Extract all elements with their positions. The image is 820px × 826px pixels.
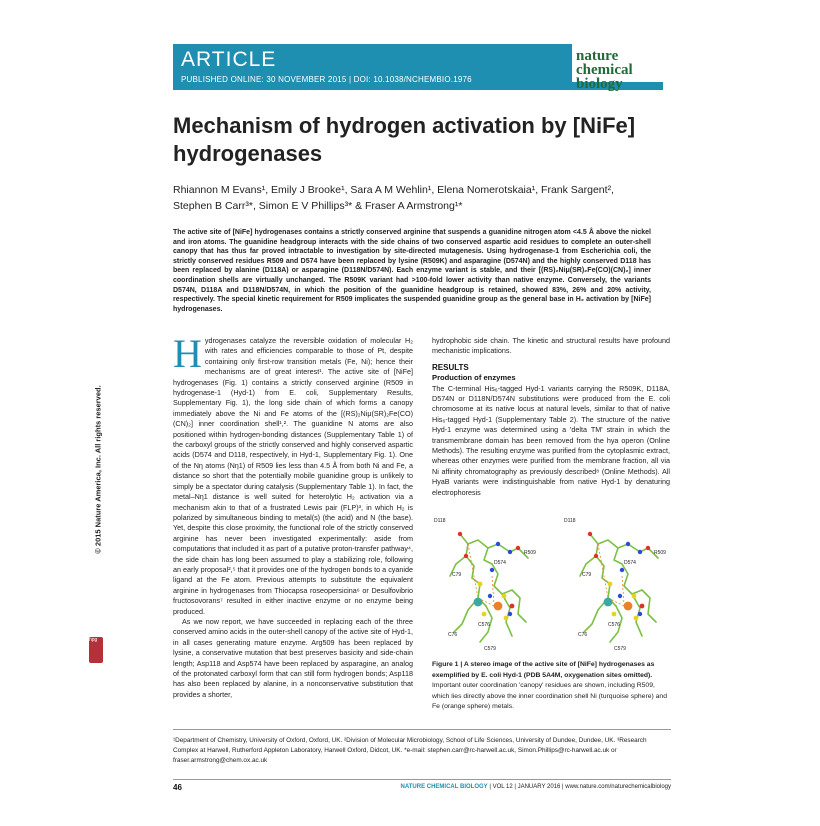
atom-sulfur bbox=[608, 582, 613, 587]
page-number: 46 bbox=[173, 783, 182, 792]
drop-cap: H bbox=[173, 331, 202, 376]
npg-logo-text: npg bbox=[89, 637, 98, 643]
atom-oxygen bbox=[594, 554, 598, 558]
figure-label: C76 bbox=[448, 632, 458, 638]
body-paragraph: The C-terminal His₆-tagged Hyd-1 variants carrying the R509K, D118A, D574N or D118N/D574N substitutions were produced from the E. coli chromosome at its native locus at natural levels, similar to that of native His₆-tagged Hyd-1 (Supplementary Table 2). The structure of the native Hyd-1 enzyme was determined using a 'delta TM' strain in which the transmembrane domain has been removed from the hya operon (Online Methods). The resulting enzyme was purified from the cytoplasmic extract, whereas other enzymes were purified from the membrane fraction, all via Ni affinity chromatography as previously described⁸ (Online Methods). All HyaB variants were indistinguishable from native Hyd-1 by denaturing electrophoresis bbox=[432, 383, 670, 497]
author-list bbox=[173, 182, 653, 214]
publication-info: PUBLISHED ONLINE: 30 NOVEMBER 2015 | DOI: 10.1038/NCHEMBIO.1976 bbox=[181, 75, 472, 84]
atom-nitrogen bbox=[490, 568, 494, 572]
authors-line-1: Rhiannon M Evans¹, Emily J Brooke¹, Sara A M Wehlin¹, Elena Nomerotskaia¹, Frank Sargent², bbox=[173, 184, 614, 196]
section-label: ARTICLE bbox=[181, 48, 277, 71]
figure-label: D118 bbox=[434, 518, 446, 524]
atom-sulfur bbox=[502, 594, 507, 599]
article-title: Mechanism of hydrogen activation by [NiFe] hydrogenases bbox=[173, 113, 636, 166]
stereo-structure-figure bbox=[432, 514, 672, 654]
figure-label: C79 bbox=[452, 572, 462, 578]
running-footer bbox=[400, 784, 671, 790]
journal-logo-line2: chemical biology bbox=[576, 62, 633, 92]
atom-sulfur bbox=[612, 612, 617, 617]
stereo-panel-right bbox=[564, 518, 666, 652]
body-paragraph: hydrophobic side chain. The kinetic and structural results have profound mechanistic implications. bbox=[432, 336, 670, 356]
npg-logo bbox=[89, 637, 103, 663]
figure-label: D574 bbox=[494, 560, 506, 566]
atom-nitrogen bbox=[496, 542, 500, 546]
atom-nitrogen bbox=[638, 612, 642, 616]
figure-label: C576 bbox=[478, 622, 490, 628]
intro-text: ydrogenases catalyze the reversible oxidation of molecular H₂ with rates and efficiencies comparable to those of Pt, despite containing only first-row transition metals (Fe, Ni); hence their mechanisms are of great interest¹. The active site of [NiFe] hydrogenases (Fig. 1) contains a strictly conserved arginine (R509 in hydrogenase-1 (Hyd-1) from E. coli, Supplementary Results, Supplementary Fig. 1), the long side chain of which forms a canopy immediately above the Ni and Fe atoms of the [(RS)₂Niμ(SR)₂Fe(CO)(CN)₂] inner coordination shell¹,². The guanidine N atoms are also positioned within hydrogen-bonding distances (Supplementary Table 1) of the carboxyl groups of the strictly conserved and highly conserved aspartic acids (D574 and D118, respectively, in Hyd-1, Supplementary Fig. 1). One of the Nη atoms (Nη1) of R509 lies less than 4.5 Å from both Ni and Fe, a distance so short that the potentially mobile guanidine group is unlikely to simply be a spectator during catalysis (Supplementary Table 1). In fact, the metal–Nη1 distance is well suited for heterolytic H₂ activation via a mechanism akin to that of a frustrated Lewis pair (FLP)³, in which H₂ is polarized by simultaneous binding to metal(s) (the acid) and N (the base). Yet, despite this close proximity, the functional role of the strictly conserved arginine has never been investigated experimentally: aside from computations that included it as part of a putative proton-transfer pathway⁴, the side chain has long been assumed to play a stabilizing role, following an early proposal²,⁵ that it provides one of the hydrogen bonds to a cyanide ligand at the Fe atom. Previous attempts to substitute the equivalent arginine in hydrogenases from Thiocapsa roseopersicina⁶ or Desulfovibrio fructosovorans⁷ resulted in either inactive enzyme or no enzyme being produced. bbox=[173, 336, 413, 616]
footnote-divider bbox=[173, 729, 671, 730]
abstract: The active site of [NiFe] hydrogenases contains a strictly conserved arginine that suspends a guanidine nitrogen atom <4.5 Å above the nickel and iron atoms. The guanidine headgroup interacts with the side chains of two conserved aspartic acid residues to complete an outer-shell canopy that has thus far proved intractable to investigation by site-directed mutagenesis. Using hydrogenase-1 from Escherichia coli, the strictly conserved residues R509 and D574 have been replaced by lysine (R509K) and asparagine (D574N) and the highly conserved D118 has been replaced by alanine (D118A) or asparagine (D118N/D574N). Each enzyme variant is stable, and their [(RS)₂Niμ(SR)₂Fe(CO)(CN)₂] inner coordination shells are virtually unchanged. The R509K variant had >100-fold lower activity than native enzyme. Conversely, the variants D574N, D118A and D118N/D574N, in which the position of the guanidine headgroup is retained, showed 83%, 26% and 20% activity, respectively. The special kinetic requirement for R509 implicates the suspended guanidine group as the general base in H₂ activation by [NiFe] hydrogenases. bbox=[173, 229, 651, 313]
footer-journal-name: NATURE CHEMICAL BIOLOGY bbox=[400, 784, 488, 790]
figure-label: R509 bbox=[524, 550, 536, 556]
figure-label: D118 bbox=[564, 518, 576, 524]
figure-caption-lead: Figure 1 | A stereo image of the active site of [NiFe] hydrogenases as exemplified by E. coli Hyd-1 (PDB 5A4M, oxygenation sites omitted). bbox=[432, 661, 655, 679]
atom-sulfur bbox=[478, 582, 483, 587]
atom-sulfur bbox=[504, 616, 509, 621]
section-heading-results: RESULTS bbox=[432, 362, 469, 372]
atom-oxygen bbox=[464, 554, 468, 558]
atom-sulfur bbox=[632, 594, 637, 599]
footer-divider bbox=[173, 779, 671, 780]
figure-label: C579 bbox=[614, 646, 626, 652]
atom-nitrogen bbox=[638, 550, 642, 554]
footer-issue-info: | VOL 12 | JANUARY 2016 | www.nature.com/naturechemicalbiology bbox=[487, 784, 671, 790]
body-paragraph: As we now report, we have succeeded in replacing each of the three conserved amino acids in the outer-shell canopy of the active site of Hyd-1, in all cases generating mature enzyme. Arg509 has been replaced by lysine, a conservative mutation that best preserves basicity and side-chain length; Asp118 and Asp574 have been replaced by asparagine, an analog of the protonated carboxyl form that can still form hydrogen bonds; Asp118 has also been replaced by alanine, in a nonconservative substitution that provides a shorter, bbox=[173, 616, 413, 699]
atom-oxygen bbox=[458, 532, 462, 536]
figure-label: R509 bbox=[654, 550, 666, 556]
intro-paragraph bbox=[173, 331, 413, 617]
atom-sulfur bbox=[634, 616, 639, 621]
atom-oxygen bbox=[646, 546, 650, 550]
body-column-right bbox=[432, 336, 670, 498]
iron-sphere bbox=[494, 602, 503, 611]
figure-label: C76 bbox=[578, 632, 588, 638]
figure-label: C576 bbox=[608, 622, 620, 628]
atom-nitrogen bbox=[620, 568, 624, 572]
figure-label: C79 bbox=[582, 572, 592, 578]
subsection-heading: Production of enzymes bbox=[432, 373, 516, 383]
atom-oxygen bbox=[640, 604, 645, 609]
nickel-sphere bbox=[474, 598, 483, 607]
nickel-sphere bbox=[604, 598, 613, 607]
atom-nitrogen bbox=[508, 612, 512, 616]
atom-nitrogen bbox=[618, 594, 622, 598]
figure-label: D574 bbox=[624, 560, 636, 566]
atom-nitrogen bbox=[488, 594, 492, 598]
affiliations-footnote: ¹Department of Chemistry, University of Oxford, Oxford, UK. ²Division of Molecular Microbiology, School of Life Sciences, University of Dundee, Dundee, UK. ³Research Complex at Harwell, Rutherford Appleton Laboratory, Harwell Oxford, Didcot, UK. *e-mail: stephen.carr@rc-harwell.ac.uk, Simon.Phillips@rc-harwell.ac.uk or fraser.armstrong@chem.ox.ac.uk bbox=[173, 737, 647, 764]
atom-sulfur bbox=[482, 612, 487, 617]
copyright-notice: © 2015 Nature America, Inc. All rights reserved. bbox=[93, 385, 103, 554]
figure-label: C579 bbox=[484, 646, 496, 652]
journal-logo-line1: nature bbox=[576, 48, 619, 64]
body-column-left bbox=[173, 331, 413, 700]
atom-nitrogen bbox=[508, 550, 512, 554]
atom-oxygen bbox=[516, 546, 520, 550]
authors-line-2: Stephen B Carr³*, Simon E V Phillips³* & Fraser A Armstrong¹* bbox=[173, 200, 463, 212]
figure-caption-text: Important outer coordination 'canopy' residues are shown, including R509, which lies directly above the inner coordination shell Ni (turquoise sphere) and Fe (orange sphere) metals. bbox=[432, 682, 667, 710]
atom-oxygen bbox=[510, 604, 515, 609]
figure-caption bbox=[432, 660, 670, 713]
journal-logo bbox=[572, 44, 667, 92]
iron-sphere bbox=[624, 602, 633, 611]
stereo-panel-left bbox=[434, 518, 536, 652]
atom-nitrogen bbox=[626, 542, 630, 546]
side-margin bbox=[89, 325, 105, 643]
atom-oxygen bbox=[588, 532, 592, 536]
